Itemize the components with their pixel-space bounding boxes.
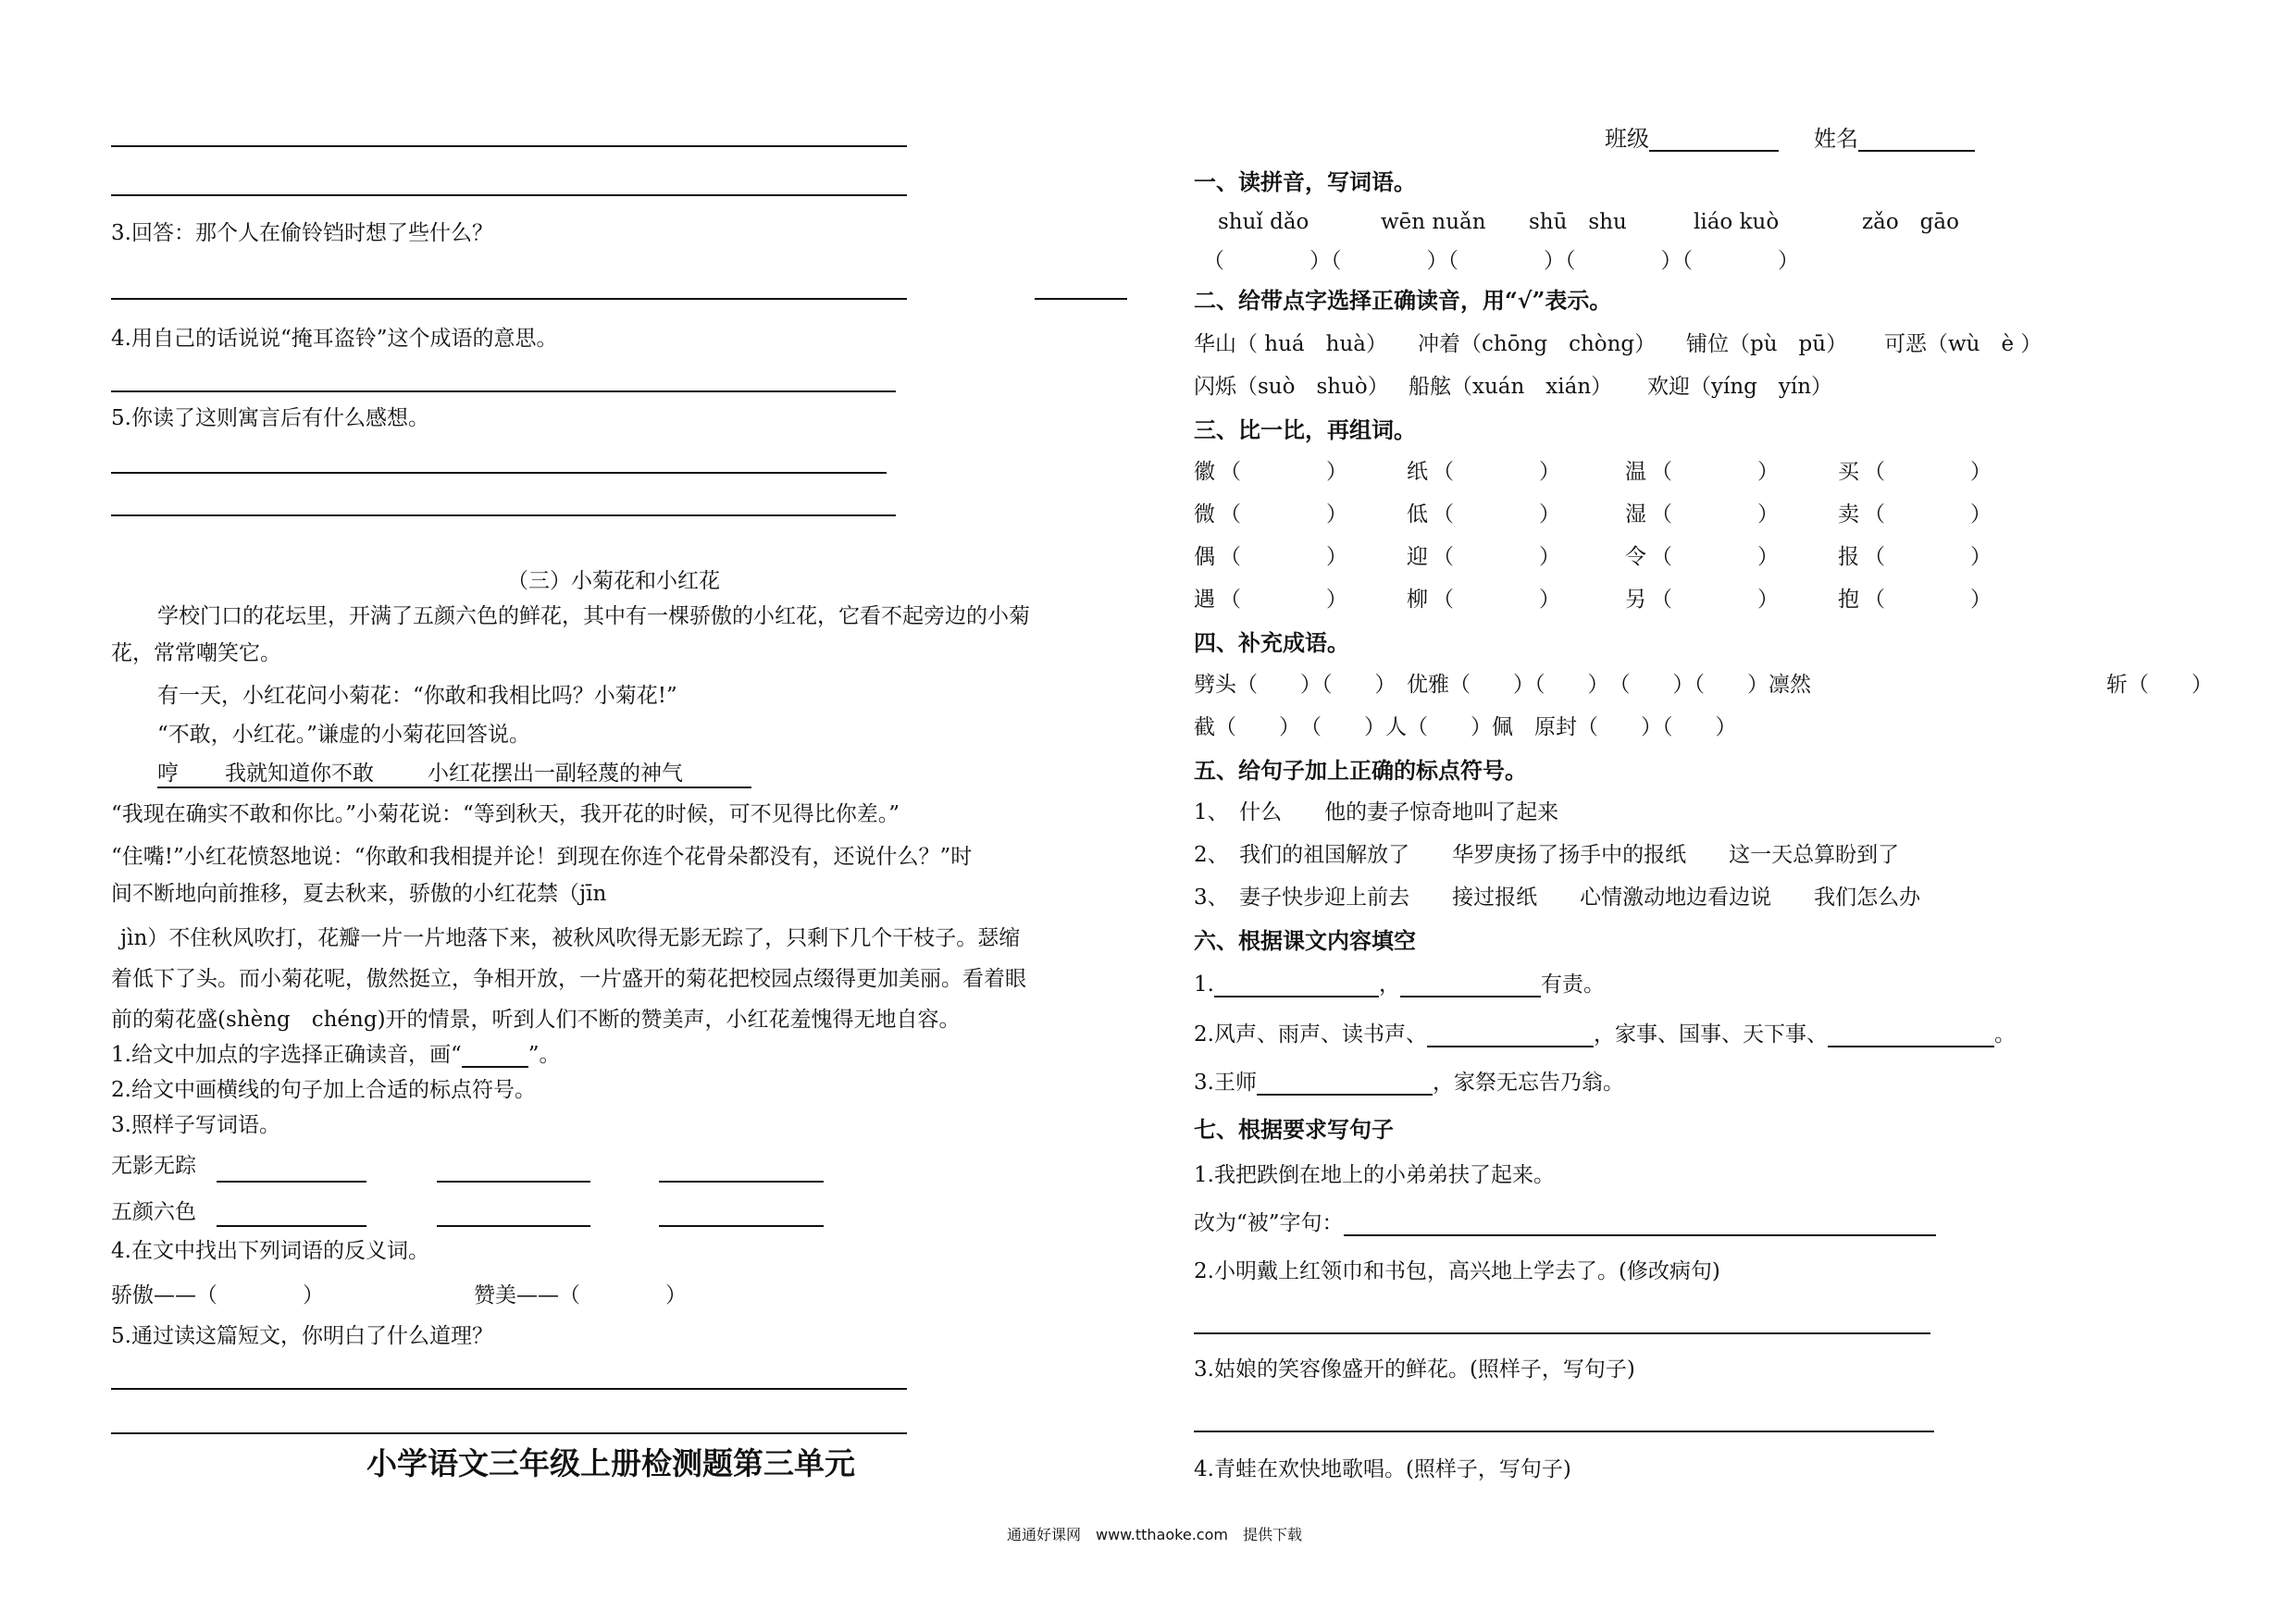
write-task-4: 4.青蛙在欢快地歌唱。(照样子，写句子) [1194,1457,1571,1481]
underlined-sentence [157,761,751,788]
story-paragraph: jìn）不住秋风吹打，花瓣一片一片地落下来，被秋风吹得无影无踪了，只剩下几个干枝子。瑟缩 [120,926,1021,950]
compare-char: 纸 [1407,460,1428,484]
answer-line [659,1181,824,1183]
answer-line [659,1225,824,1227]
story-paragraph: 间不断地向前推移，夏去秋来，骄傲的小红花禁（jīn [111,882,607,906]
blank-line [462,1046,528,1068]
blank-line [1828,1025,1994,1047]
reading-choice: 华山（ huá huà） [1194,332,1387,356]
antonym-blank: 赞美——（ ） [474,1283,687,1307]
fill-blank-3: 3.王师 ，家祭无忘告乃翁。 [1194,1071,1624,1095]
compare-blank: （ ） [1220,545,1347,569]
answer-line [111,1388,907,1390]
answer-line [1194,1332,1930,1334]
answer-line [111,298,907,300]
story-paragraph: 前的菊花盛(shèng chéng)开的情景，听到人们不断的赞美声，小红花羞愧得无地自容。 [111,1008,961,1032]
blank-line [1257,1073,1433,1096]
compare-char: 湿 [1625,502,1646,527]
compare-char: 温 [1625,460,1646,484]
compare-char: 买 [1838,460,1859,484]
compare-blank: （ ） [1864,588,1992,612]
pinyin: zǎo gāo [1862,210,1959,234]
compare-blank: （ ） [1433,460,1560,484]
sentence-part: 哼 [157,762,179,786]
sentence-part: 小红花摆出一副轻蔑的神气 [428,762,683,786]
footer-credit: 通通好课网 www.tthaoke.com 提供下载 [1007,1526,1302,1543]
compare-char: 低 [1407,502,1428,527]
question-5: 5.你读了这则寓言后有什么感想。 [111,406,429,430]
answer-line [437,1181,590,1183]
blank-line [1214,975,1379,997]
pinyin: shū shu [1529,210,1627,234]
answer-line [217,1225,366,1227]
sub-question-5: 5.通过读这篇短文，你明白了什么道理？ [111,1324,493,1348]
blank-line [1344,1214,1936,1236]
answer-line [111,194,907,196]
class-field: 班级 [1605,126,1779,152]
write-task-1: 1.我把跌倒在地上的小弟弟扶了起来。 [1194,1163,1555,1187]
story-paragraph: “不敢，小红花。”谦虚的小菊花回答说。 [157,723,531,747]
compare-char: 抱 [1838,588,1859,612]
compare-blank: （ ） [1651,588,1779,612]
punctuation-sentence: 3、 妻子快步迎上前去 接过报纸 心情激动地边看边说 我们怎么办 [1194,886,1921,910]
compare-blank: （ ） [1864,460,1992,484]
compare-char: 卖 [1838,502,1859,527]
question-4: 4.用自己的话说说“掩耳盗铃”这个成语的意思。 [111,327,558,351]
compare-char: 遇 [1194,588,1215,612]
compare-char: 令 [1625,545,1646,569]
reading-choice: 闪烁（suò shuò） [1194,375,1389,399]
reading-choice: 可恶（wù è ） [1884,332,2042,356]
story-paragraph: 学校门口的花坛里，开满了五颜六色的鲜花，其中有一棵骄傲的小红花，它看不起旁边的小菊 [157,604,1030,628]
blank-line [1649,130,1779,152]
compare-blank: （ ） [1433,502,1560,527]
pinyin: shuǐ dǎo [1218,210,1309,234]
example-word: 无影无踪 [111,1154,196,1178]
answer-line [111,1432,907,1434]
write-task-3: 3.姑娘的笑容像盛开的鲜花。(照样子，写句子) [1194,1357,1635,1381]
name-field: 姓名 [1814,126,1975,152]
punctuation-sentence: 2、 我们的祖国解放了 华罗庚扬了扬手中的报纸 这一天总算盼到了 [1194,843,1900,867]
answer-line [1194,1431,1934,1432]
compare-char: 徽 [1194,460,1215,484]
answer-line [111,145,907,147]
reading-choice: 冲着（chōng chòng） [1418,332,1657,356]
compare-blank: （ ） [1651,545,1779,569]
question-3: 3.回答：那个人在偷铃铛时想了些什么？ [111,221,493,245]
write-task-1-instruction: 改为“被”字句： [1194,1210,1936,1236]
compare-blank: （ ） [1220,588,1347,612]
sub-question-3: 3.照样子写词语。 [111,1113,280,1137]
answer-line [111,514,896,516]
section-4-heading: 四、补充成语。 [1194,629,1349,656]
compare-char: 偶 [1194,545,1215,569]
answer-line [111,472,887,474]
answer-line [111,390,896,392]
blank-line [1858,130,1975,152]
compare-char: 报 [1838,545,1859,569]
example-word: 五颜六色 [111,1200,196,1224]
pinyin: liáo kuò [1694,210,1780,234]
idiom-row: 劈头（ ）（ ） 优雅（ ）（ ） （ ）（ ）凛然 [1194,673,1811,697]
story-paragraph: 花，常常嘲笑它。 [111,641,281,665]
section-2-heading: 二、给带点字选择正确读音，用“√”表示。 [1194,287,1612,314]
write-task-2: 2.小明戴上红领巾和书包，高兴地上学去了。(修改病句) [1194,1259,1720,1283]
fill-blank-2: 2.风声、雨声、读书声、 ，家事、国事、天下事、 。 [1194,1022,2016,1047]
compare-blank: （ ） [1651,502,1779,527]
compare-char: 另 [1625,588,1646,612]
idiom-row: 斩（ ） [2106,673,2213,697]
exam-title: 小学语文三年级上册检测题第三单元 [366,1445,855,1481]
story-paragraph: “我现在确实不敢和你比。”小菊花说：“等到秋天，我开花的时候，可不见得比你差。” [111,802,900,826]
idiom-row: 截（ ） （ ）人（ ）佩 原封（ ）（ ） [1194,715,1737,739]
compare-blank: （ ） [1651,460,1779,484]
sub-question-1: 1.给文中加点的字选择正确读音，画“ ”。 [111,1043,561,1067]
word-blanks: （ ）（ ）（ ）（ ）（ ） [1203,249,1799,273]
story-paragraph: “住嘴!”小红花愤怒地说：“你敢和我相提并论！到现在你连个花骨朵都没有，还说什么？”时 [111,845,973,869]
compare-char: 柳 [1407,588,1428,612]
compare-blank: （ ） [1433,545,1560,569]
reading-choice: 欢迎（yíng yín） [1647,375,1833,399]
answer-line [217,1181,366,1183]
story-title: （三）小菊花和小红花 [507,569,720,593]
compare-blank: （ ） [1864,545,1992,569]
compare-blank: （ ） [1220,460,1347,484]
section-5-heading: 五、给句子加上正确的标点符号。 [1194,757,1527,784]
pinyin: wēn nuǎn [1381,210,1486,234]
sub-question-4: 4.在文中找出下列词语的反义词。 [111,1239,429,1263]
fill-blank-1: 1. ， 有责。 [1194,973,1605,997]
punctuation-sentence: 1、 什么 他的妻子惊奇地叫了起来 [1194,800,1559,824]
compare-blank: （ ） [1433,588,1560,612]
blank-line [1427,1025,1594,1047]
sub-question-2: 2.给文中画横线的句子加上合适的标点符号。 [111,1078,536,1102]
compare-char: 迎 [1407,545,1428,569]
story-paragraph: 着低下了头。而小菊花呢，傲然挺立，争相开放，一片盛开的菊花把校园点缀得更加美丽。看着眼 [111,967,1026,991]
answer-line [437,1225,590,1227]
answer-line [1035,298,1127,300]
section-6-heading: 六、根据课文内容填空 [1194,927,1416,954]
blank-line [1400,975,1541,997]
story-paragraph: 有一天，小红花问小菊花：“你敢和我相比吗？小菊花!” [157,684,677,708]
compare-blank: （ ） [1220,502,1347,527]
sentence-part: 我就知道你不敢 [225,762,374,786]
section-3-heading: 三、比一比，再组词。 [1194,416,1416,443]
antonym-blank: 骄傲——（ ） [111,1283,324,1307]
section-7-heading: 七、根据要求写句子 [1194,1116,1394,1143]
compare-blank: （ ） [1864,502,1992,527]
section-1-heading: 一、读拼音，写词语。 [1194,168,1416,195]
reading-choice: 铺位（pù pū） [1686,332,1848,356]
compare-char: 微 [1194,502,1215,527]
reading-choice: 船舷（xuán xián） [1409,375,1613,399]
